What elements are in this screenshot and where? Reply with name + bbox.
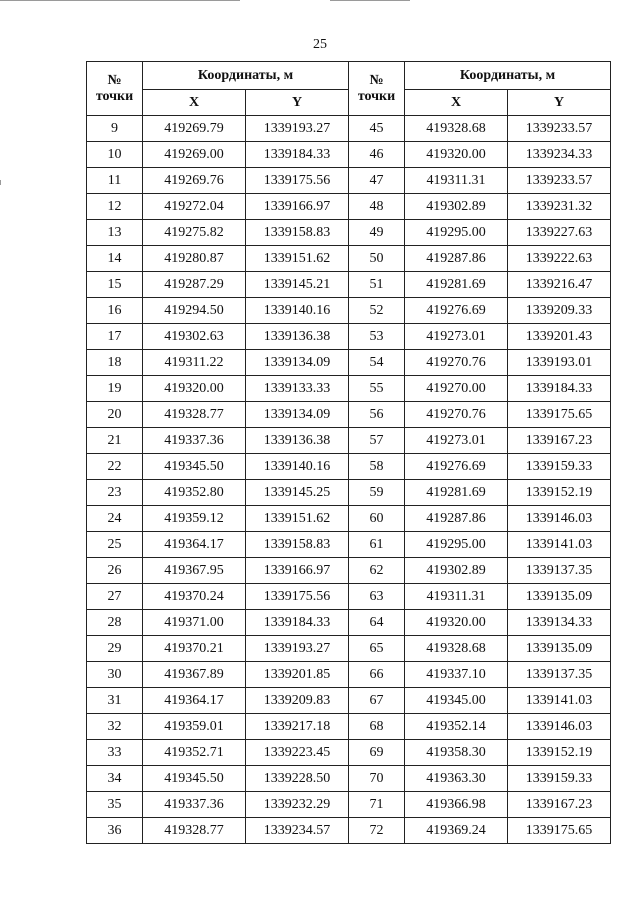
point-number-left: 11 bbox=[87, 168, 143, 194]
x-value-right: 419281.69 bbox=[405, 480, 508, 506]
x-value-right: 419295.00 bbox=[405, 220, 508, 246]
x-value-right: 419281.69 bbox=[405, 272, 508, 298]
table-row bbox=[87, 480, 611, 506]
table-row bbox=[87, 220, 611, 246]
y-value-right: 1339201.43 bbox=[508, 324, 611, 350]
y-value-left: 1339175.56 bbox=[246, 168, 349, 194]
x-value-left: 419302.63 bbox=[143, 324, 246, 350]
point-number-left: 24 bbox=[87, 506, 143, 532]
x-value-left: 419352.71 bbox=[143, 740, 246, 766]
table-row bbox=[87, 324, 611, 350]
y-value-left: 1339234.57 bbox=[246, 818, 349, 844]
point-number-left: 30 bbox=[87, 662, 143, 688]
table-row bbox=[87, 558, 611, 584]
x-value-right: 419352.14 bbox=[405, 714, 508, 740]
y-value-left: 1339158.83 bbox=[246, 532, 349, 558]
x-value-right: 419358.30 bbox=[405, 740, 508, 766]
point-number-left: 28 bbox=[87, 610, 143, 636]
x-value-left: 419272.04 bbox=[143, 194, 246, 220]
x-value-right: 419311.31 bbox=[405, 168, 508, 194]
x-header-right: X bbox=[405, 90, 508, 116]
table-row bbox=[87, 402, 611, 428]
y-value-left: 1339145.21 bbox=[246, 272, 349, 298]
point-number-left: 20 bbox=[87, 402, 143, 428]
point-number-left: 35 bbox=[87, 792, 143, 818]
y-value-left: 1339166.97 bbox=[246, 558, 349, 584]
point-number-right: 68 bbox=[349, 714, 405, 740]
y-value-left: 1339232.29 bbox=[246, 792, 349, 818]
x-value-left: 419269.79 bbox=[143, 116, 246, 142]
point-number-left: 23 bbox=[87, 480, 143, 506]
y-value-right: 1339159.33 bbox=[508, 454, 611, 480]
y-value-left: 1339145.25 bbox=[246, 480, 349, 506]
point-number-right: 49 bbox=[349, 220, 405, 246]
x-value-left: 419367.95 bbox=[143, 558, 246, 584]
table-row bbox=[87, 688, 611, 714]
table-row bbox=[87, 116, 611, 142]
x-value-right: 419302.89 bbox=[405, 194, 508, 220]
x-value-right: 419302.89 bbox=[405, 558, 508, 584]
x-value-right: 419320.00 bbox=[405, 610, 508, 636]
y-value-right: 1339134.33 bbox=[508, 610, 611, 636]
x-value-left: 419364.17 bbox=[143, 532, 246, 558]
y-value-left: 1339136.38 bbox=[246, 428, 349, 454]
point-number-right: 57 bbox=[349, 428, 405, 454]
point-number-header-left bbox=[87, 62, 143, 116]
coordinates-table-body bbox=[87, 116, 611, 844]
x-value-left: 419367.89 bbox=[143, 662, 246, 688]
y-value-left: 1339217.18 bbox=[246, 714, 349, 740]
point-number-left: 14 bbox=[87, 246, 143, 272]
y-value-left: 1339193.27 bbox=[246, 116, 349, 142]
y-value-right: 1339222.63 bbox=[508, 246, 611, 272]
point-number-right: 70 bbox=[349, 766, 405, 792]
point-number-left: 29 bbox=[87, 636, 143, 662]
y-value-right: 1339146.03 bbox=[508, 506, 611, 532]
x-value-left: 419337.36 bbox=[143, 792, 246, 818]
x-value-left: 419352.80 bbox=[143, 480, 246, 506]
table-row bbox=[87, 142, 611, 168]
y-value-right: 1339137.35 bbox=[508, 558, 611, 584]
table-row bbox=[87, 350, 611, 376]
table-row bbox=[87, 740, 611, 766]
x-value-left: 419345.50 bbox=[143, 766, 246, 792]
y-value-right: 1339146.03 bbox=[508, 714, 611, 740]
x-value-right: 419337.10 bbox=[405, 662, 508, 688]
point-number-left: 13 bbox=[87, 220, 143, 246]
x-value-right: 419273.01 bbox=[405, 324, 508, 350]
table-row bbox=[87, 298, 611, 324]
point-number-right: 61 bbox=[349, 532, 405, 558]
point-number-left: 27 bbox=[87, 584, 143, 610]
x-value-right: 419366.98 bbox=[405, 792, 508, 818]
x-value-right: 419287.86 bbox=[405, 506, 508, 532]
table-row bbox=[87, 662, 611, 688]
point-number-header-line1: № bbox=[107, 72, 122, 88]
y-header-left: Y bbox=[246, 90, 349, 116]
point-number-right: 67 bbox=[349, 688, 405, 714]
x-value-right: 419363.30 bbox=[405, 766, 508, 792]
point-number-header-right bbox=[349, 62, 405, 116]
y-value-right: 1339141.03 bbox=[508, 532, 611, 558]
coordinates-table bbox=[86, 61, 611, 844]
table-row bbox=[87, 714, 611, 740]
point-number-right: 63 bbox=[349, 584, 405, 610]
y-value-left: 1339166.97 bbox=[246, 194, 349, 220]
point-number-right: 53 bbox=[349, 324, 405, 350]
x-header-left: X bbox=[143, 90, 246, 116]
y-header-right: Y bbox=[508, 90, 611, 116]
point-number-left: 36 bbox=[87, 818, 143, 844]
table-row bbox=[87, 428, 611, 454]
coordinates-header-right: Координаты, м bbox=[405, 62, 611, 90]
point-number-left: 15 bbox=[87, 272, 143, 298]
point-number-left: 18 bbox=[87, 350, 143, 376]
x-value-right: 419270.76 bbox=[405, 350, 508, 376]
y-value-right: 1339227.63 bbox=[508, 220, 611, 246]
y-value-left: 1339184.33 bbox=[246, 610, 349, 636]
table-row bbox=[87, 506, 611, 532]
x-value-right: 419320.00 bbox=[405, 142, 508, 168]
scan-artifact-top-right bbox=[330, 0, 410, 1]
x-value-right: 419345.00 bbox=[405, 688, 508, 714]
point-number-left: 21 bbox=[87, 428, 143, 454]
point-number-left: 26 bbox=[87, 558, 143, 584]
y-value-left: 1339228.50 bbox=[246, 766, 349, 792]
point-number-right: 54 bbox=[349, 350, 405, 376]
table-row bbox=[87, 272, 611, 298]
point-number-right: 50 bbox=[349, 246, 405, 272]
point-number-header-line1: № bbox=[369, 72, 384, 88]
table-header-row bbox=[87, 62, 611, 90]
table-row bbox=[87, 194, 611, 220]
y-value-left: 1339158.83 bbox=[246, 220, 349, 246]
point-number-left: 16 bbox=[87, 298, 143, 324]
y-value-right: 1339167.23 bbox=[508, 428, 611, 454]
table-row bbox=[87, 818, 611, 844]
y-value-right: 1339233.57 bbox=[508, 168, 611, 194]
x-value-left: 419287.29 bbox=[143, 272, 246, 298]
x-value-left: 419328.77 bbox=[143, 402, 246, 428]
table-row bbox=[87, 766, 611, 792]
x-value-right: 419276.69 bbox=[405, 298, 508, 324]
point-number-right: 48 bbox=[349, 194, 405, 220]
point-number-right: 55 bbox=[349, 376, 405, 402]
point-number-right: 47 bbox=[349, 168, 405, 194]
point-number-left: 9 bbox=[87, 116, 143, 142]
point-number-right: 66 bbox=[349, 662, 405, 688]
y-value-left: 1339184.33 bbox=[246, 142, 349, 168]
point-number-header-line2: точки bbox=[95, 88, 134, 104]
y-value-right: 1339216.47 bbox=[508, 272, 611, 298]
point-number-right: 58 bbox=[349, 454, 405, 480]
point-number-right: 52 bbox=[349, 298, 405, 324]
y-value-left: 1339209.83 bbox=[246, 688, 349, 714]
y-value-right: 1339231.32 bbox=[508, 194, 611, 220]
x-value-left: 419359.01 bbox=[143, 714, 246, 740]
y-value-left: 1339134.09 bbox=[246, 350, 349, 376]
point-number-left: 32 bbox=[87, 714, 143, 740]
scan-artifact-top bbox=[0, 0, 240, 1]
x-value-left: 419280.87 bbox=[143, 246, 246, 272]
x-value-right: 419273.01 bbox=[405, 428, 508, 454]
table-row bbox=[87, 454, 611, 480]
x-value-right: 419369.24 bbox=[405, 818, 508, 844]
x-value-left: 419275.82 bbox=[143, 220, 246, 246]
y-value-right: 1339193.01 bbox=[508, 350, 611, 376]
table-row bbox=[87, 168, 611, 194]
y-value-left: 1339140.16 bbox=[246, 298, 349, 324]
coordinates-header-left: Координаты, м bbox=[143, 62, 349, 90]
y-value-right: 1339175.65 bbox=[508, 402, 611, 428]
y-value-right: 1339135.09 bbox=[508, 584, 611, 610]
x-value-right: 419328.68 bbox=[405, 636, 508, 662]
point-number-right: 72 bbox=[349, 818, 405, 844]
point-number-left: 17 bbox=[87, 324, 143, 350]
point-number-right: 45 bbox=[349, 116, 405, 142]
y-value-left: 1339151.62 bbox=[246, 246, 349, 272]
y-value-right: 1339167.23 bbox=[508, 792, 611, 818]
point-number-right: 65 bbox=[349, 636, 405, 662]
point-number-right: 62 bbox=[349, 558, 405, 584]
point-number-right: 59 bbox=[349, 480, 405, 506]
point-number-left: 31 bbox=[87, 688, 143, 714]
y-value-left: 1339175.56 bbox=[246, 584, 349, 610]
scan-artifact-left bbox=[0, 180, 1, 185]
y-value-right: 1339159.33 bbox=[508, 766, 611, 792]
page-number: 25 bbox=[313, 37, 327, 52]
point-number-right: 69 bbox=[349, 740, 405, 766]
x-value-right: 419276.69 bbox=[405, 454, 508, 480]
table-row bbox=[87, 610, 611, 636]
point-number-right: 56 bbox=[349, 402, 405, 428]
y-value-right: 1339209.33 bbox=[508, 298, 611, 324]
table-row bbox=[87, 584, 611, 610]
x-value-left: 419345.50 bbox=[143, 454, 246, 480]
x-value-left: 419371.00 bbox=[143, 610, 246, 636]
y-value-left: 1339133.33 bbox=[246, 376, 349, 402]
point-number-left: 10 bbox=[87, 142, 143, 168]
x-value-left: 419359.12 bbox=[143, 506, 246, 532]
y-value-left: 1339136.38 bbox=[246, 324, 349, 350]
x-value-left: 419328.77 bbox=[143, 818, 246, 844]
point-number-left: 34 bbox=[87, 766, 143, 792]
table-row bbox=[87, 532, 611, 558]
x-value-left: 419370.21 bbox=[143, 636, 246, 662]
y-value-left: 1339201.85 bbox=[246, 662, 349, 688]
table-row bbox=[87, 246, 611, 272]
point-number-right: 60 bbox=[349, 506, 405, 532]
point-number-right: 46 bbox=[349, 142, 405, 168]
x-value-left: 419269.00 bbox=[143, 142, 246, 168]
x-value-left: 419320.00 bbox=[143, 376, 246, 402]
x-value-right: 419287.86 bbox=[405, 246, 508, 272]
point-number-left: 25 bbox=[87, 532, 143, 558]
y-value-right: 1339141.03 bbox=[508, 688, 611, 714]
x-value-left: 419370.24 bbox=[143, 584, 246, 610]
x-value-right: 419328.68 bbox=[405, 116, 508, 142]
point-number-left: 22 bbox=[87, 454, 143, 480]
y-value-right: 1339152.19 bbox=[508, 480, 611, 506]
x-value-left: 419311.22 bbox=[143, 350, 246, 376]
x-value-left: 419294.50 bbox=[143, 298, 246, 324]
point-number-left: 19 bbox=[87, 376, 143, 402]
y-value-left: 1339151.62 bbox=[246, 506, 349, 532]
y-value-left: 1339140.16 bbox=[246, 454, 349, 480]
x-value-left: 419269.76 bbox=[143, 168, 246, 194]
y-value-right: 1339175.65 bbox=[508, 818, 611, 844]
x-value-right: 419311.31 bbox=[405, 584, 508, 610]
y-value-right: 1339184.33 bbox=[508, 376, 611, 402]
y-value-right: 1339234.33 bbox=[508, 142, 611, 168]
y-value-left: 1339134.09 bbox=[246, 402, 349, 428]
table-row bbox=[87, 376, 611, 402]
y-value-right: 1339233.57 bbox=[508, 116, 611, 142]
table-row bbox=[87, 792, 611, 818]
x-value-right: 419295.00 bbox=[405, 532, 508, 558]
y-value-right: 1339137.35 bbox=[508, 662, 611, 688]
x-value-left: 419337.36 bbox=[143, 428, 246, 454]
point-number-header-line2: точки bbox=[357, 88, 396, 104]
x-value-left: 419364.17 bbox=[143, 688, 246, 714]
point-number-left: 33 bbox=[87, 740, 143, 766]
y-value-right: 1339152.19 bbox=[508, 740, 611, 766]
y-value-left: 1339223.45 bbox=[246, 740, 349, 766]
point-number-right: 64 bbox=[349, 610, 405, 636]
y-value-left: 1339193.27 bbox=[246, 636, 349, 662]
x-value-right: 419270.00 bbox=[405, 376, 508, 402]
y-value-right: 1339135.09 bbox=[508, 636, 611, 662]
point-number-right: 71 bbox=[349, 792, 405, 818]
point-number-left: 12 bbox=[87, 194, 143, 220]
point-number-right: 51 bbox=[349, 272, 405, 298]
x-value-right: 419270.76 bbox=[405, 402, 508, 428]
table-row bbox=[87, 636, 611, 662]
